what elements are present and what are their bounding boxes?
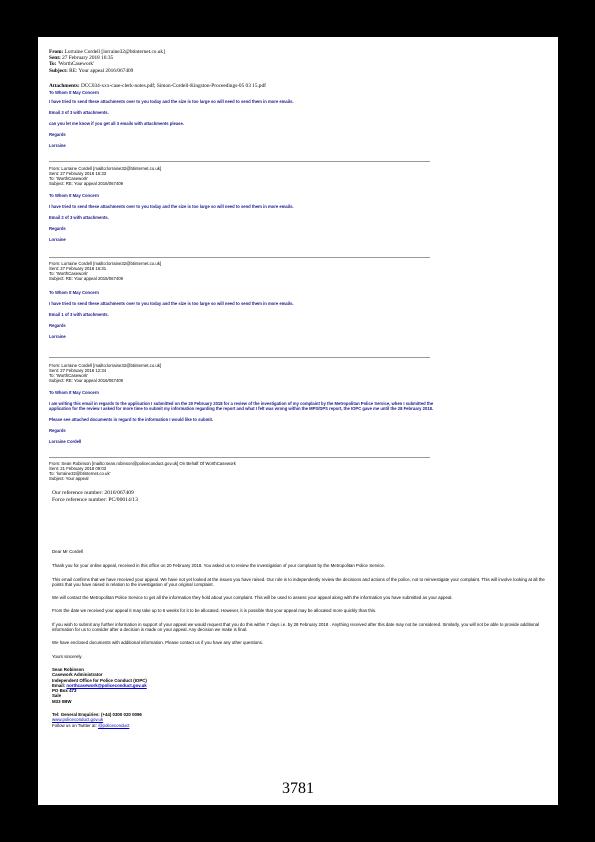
signature-name: Lorraine — [49, 334, 66, 339]
attachments-label: Attachments: — [49, 83, 80, 89]
page-number: 3781 — [282, 780, 314, 797]
letter-paragraph: From the date we received your appeal it may take up to 6 weeks for it to be allocated. However, it is possible that your appeal may be allocated more quickly than this. — [52, 608, 377, 614]
sent-line: Sent: 27 February 2018 12:34 — [49, 368, 107, 373]
divider — [49, 457, 430, 458]
greeting: To Whom It May Concern — [49, 390, 99, 395]
sig-email-link[interactable]: northcasework@policeconduct.gov.uk — [66, 682, 147, 688]
to-label: To: — [49, 61, 57, 68]
email1-attachments — [49, 83, 548, 89]
body-line: Email 1 of 3 with attachments. — [49, 312, 109, 317]
attachments-value: DCC034-xxx-case-clerk-notes.pdf; Simon-Cordell-Kingston-Proceedings-05 03 15.pdf — [80, 83, 266, 89]
email3-body — [49, 290, 548, 339]
twitter-link[interactable]: @policeconduct — [98, 722, 130, 728]
body-line: Email 2 of 3 with attachments. — [49, 215, 109, 220]
email2-body — [49, 193, 548, 242]
email3-header — [49, 261, 548, 281]
subject-label: Subject: — [49, 67, 68, 74]
sig-org: Independent Office for Police Conduct (IOPC) — [52, 677, 147, 683]
to-line: To: 'WorthCasework' — [49, 271, 89, 276]
website-link[interactable]: www.policeconduct.gov.uk — [52, 717, 104, 723]
from-line: From: Sean Robinson [mailto:sean.robinson@policeconduct.gov.uk] On Behalf Of WorthCasework — [49, 461, 236, 466]
subject-line: Subject: Your appeal — [49, 476, 89, 481]
from-label: From: — [49, 49, 64, 55]
email2-header — [49, 166, 548, 186]
divider — [49, 161, 430, 162]
email4-header — [49, 363, 548, 383]
force-reference: Force reference number: PC/00014/13 — [52, 497, 138, 503]
twitter-label: Follow us on Twitter at: — [52, 722, 97, 728]
regards: Regards — [49, 132, 66, 137]
email1-body — [49, 90, 548, 148]
to-line: To: 'WorthCasework' — [49, 373, 89, 378]
sig-name: Sean Robinson — [52, 666, 84, 672]
sent-line: Sent: 27 February 2018 16:31 — [49, 266, 107, 271]
our-reference: Our reference number: 2016/067409 — [52, 490, 134, 496]
greeting: To Whom It May Concern — [49, 290, 99, 295]
subject-line: Subject: RE: Your appeal 2016/067409 — [49, 378, 124, 383]
regards: Regards — [49, 323, 66, 328]
letter-paragraph: We have enclosed documents with additional information. Please contact us if you have any other questions. — [52, 640, 264, 646]
to-line: To: 'WorthCasework' — [49, 176, 89, 181]
greeting: To Whom It May Concern — [49, 90, 99, 95]
to-line: To: 'lorraine32@btinternet.co.uk' — [49, 471, 111, 476]
signature-name: Lorraine — [49, 237, 66, 242]
body-line: can you let me know if you get all 3 emails with attachments please. — [49, 121, 184, 126]
to-value: 'WorthCasework' — [57, 61, 94, 68]
greeting: To Whom It May Concern — [49, 193, 99, 198]
iopc-letter — [52, 549, 548, 728]
email5-header — [49, 461, 548, 481]
sent-line: Sent: 27 February 2018 16:33 — [49, 171, 107, 176]
document-page — [38, 37, 558, 805]
letter-paragraph: Thank you for your online appeal, received in this office on 20 February 2018. You asked us to review the investigation of your complaint by the Metropolitan Police Service. — [52, 563, 386, 569]
body-line: I have tried to send these attachments over to you today and the size is too large so will need to send them in more emails. — [49, 204, 294, 209]
address-line: M33 0BW — [52, 698, 72, 704]
from-line: From: Lorraine Cordell [mailto:lorraine32@btinternet.co.uk] — [49, 363, 162, 368]
from-line: From: Lorraine Cordell [mailto:lorraine32@btinternet.co.uk] — [49, 261, 162, 266]
divider — [49, 257, 430, 258]
letter-paragraph: This email confirms that we have received your appeal. We have not yet looked at the issues you have raised. Our role is to independently review the decisions and actions of the police, not to reinvestigate your complaint. This will involve looking at all the points that you have raised in relation to the investigation of your original complaint. — [52, 576, 545, 587]
sent-line: Sent: 21 February 2018 09:03 — [49, 466, 107, 471]
body-line: I have tried to send these attachments over to you today and the size is too large so will need to send them in more emails. — [49, 301, 294, 306]
email-label: Email: — [52, 682, 66, 688]
regards: Regards — [49, 428, 66, 433]
telephone: Tel: General Enquiries: (+44) 0300 020 0096 — [52, 712, 142, 718]
body-paragraph: Please see attached documents in regard to the information I would like to submit. — [49, 417, 214, 422]
sent-label: Sent: — [49, 55, 61, 62]
body-line: I have tried to send these attachments over to you today and the size is too large so will need to send them in more emails. — [49, 99, 294, 104]
sent-value: 27 February 2018 16:35 — [62, 55, 114, 62]
subject-line: Subject: RE: Your appeal 2016/067409 — [49, 181, 124, 186]
regards: Regards — [49, 226, 66, 231]
from-value: Lorraine Cordell [lorraine32@btinternet.co.uk] — [64, 49, 165, 55]
address-line: Sale — [52, 693, 62, 699]
letter-paragraph: We will contact the Metropolitan Police Service to get all the information they hold about your complaint. This will be used to assess your appeal along with the information you have submitted as your appeal. — [52, 595, 453, 601]
subject-value: RE: Your appeal 2016/067409 — [69, 67, 134, 74]
letter-paragraph: If you wish to submit any further information in support of your appeal we would request that you do this within 7 days i.e. by 28 February 2018 . Anything received after this date may not be considered. Similarly, you will not be able to provide additional information for us to consider after a decision is made on your appeal. Any decision we make is final. — [52, 621, 540, 633]
reference-numbers — [52, 490, 548, 504]
email1-header — [49, 49, 548, 74]
closing: Yours sincerely — [52, 653, 82, 659]
divider — [49, 357, 430, 358]
signature-name: Lorraine Cordell — [49, 439, 82, 444]
body-paragraph: I am writing this email in regards to the application I submitted on the 20 February 2018 for a review of the investigation of my complaint by the Metropolitan Police Service, when I submitted the application for the review I asked for more time to submit my information regarding the report and what I felt was wrong within the MPS/DPS report, the IOPC gave me until the 28 February 2018. — [49, 401, 434, 411]
body-line: Email 3 of 3 with attachments. — [49, 110, 109, 115]
sig-title: Casework Administrator — [52, 672, 103, 678]
signature-name: Lorraine — [49, 143, 66, 148]
address-line: PO Box 473 — [52, 688, 77, 694]
from-line: From: Lorraine Cordell [mailto:lorraine32@btinternet.co.uk] — [49, 166, 162, 171]
email4-body — [49, 390, 438, 444]
subject-line: Subject: RE: Your appeal 2016/067409 — [49, 276, 124, 281]
salutation: Dear Mr Cordell — [52, 549, 83, 554]
